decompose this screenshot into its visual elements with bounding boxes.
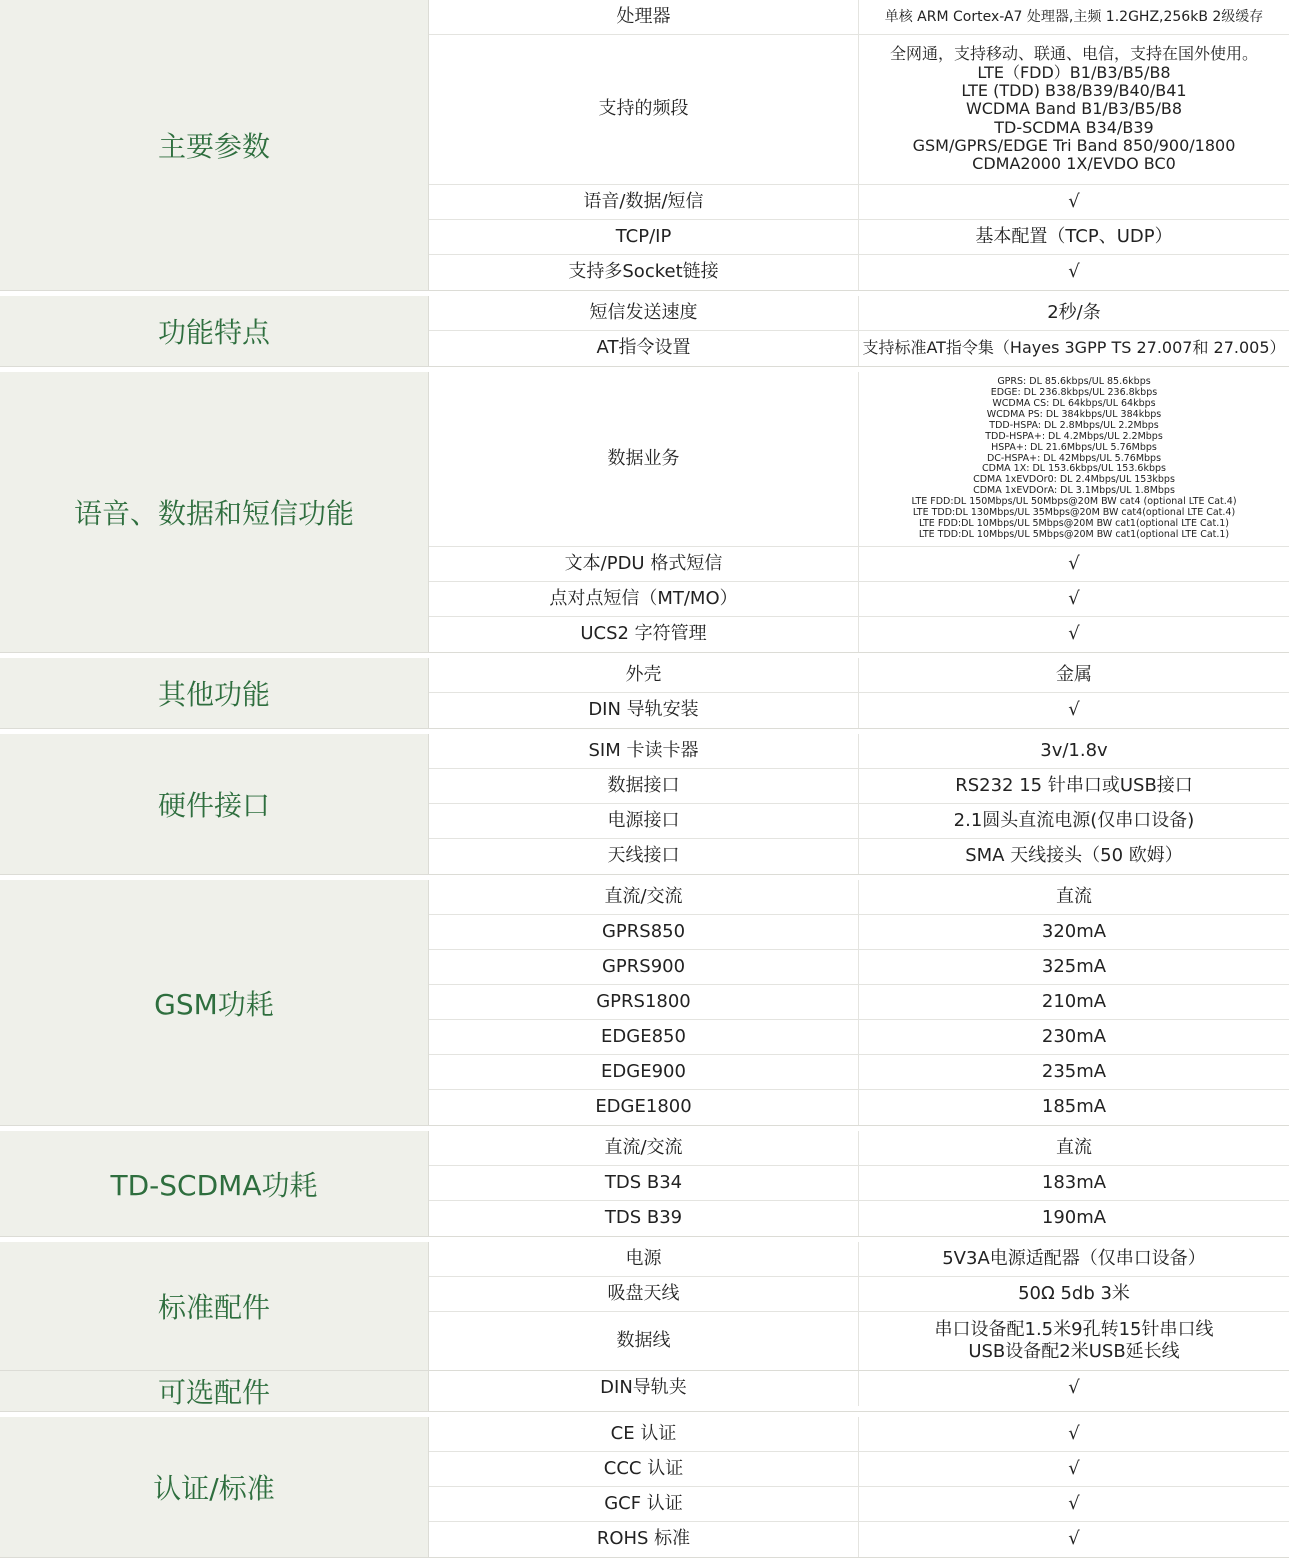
param-name: 数据接口 — [429, 769, 859, 803]
table-row — [429, 693, 1289, 728]
param-value: 235mA — [1041, 1060, 1107, 1082]
table-row — [429, 1487, 1289, 1522]
param-value: 190mA — [1041, 1207, 1107, 1229]
table-row — [429, 0, 1289, 35]
param-name: GPRS1800 — [429, 985, 859, 1019]
param-name: TDS B34 — [429, 1166, 859, 1200]
table-row — [429, 1131, 1289, 1166]
section-title: 功能特点 — [0, 296, 429, 366]
param-name: ROHS 标准 — [429, 1522, 859, 1557]
param-name: 天线接口 — [429, 839, 859, 874]
table-row — [429, 734, 1289, 769]
table-row — [429, 1201, 1289, 1236]
param-value: 50Ω 5db 3米 — [1018, 1282, 1130, 1304]
param-name: 电源接口 — [429, 804, 859, 838]
table-row — [429, 35, 1289, 185]
param-value: 230mA — [1041, 1025, 1107, 1047]
table-row — [429, 296, 1289, 331]
spec-section — [0, 296, 1289, 367]
param-name: 支持多Socket链接 — [429, 255, 859, 290]
param-value: 直流 — [1056, 885, 1092, 907]
param-name: DIN导轨夹 — [429, 1371, 859, 1406]
param-value: 全网通，支持移动、联通、电信，支持在国外使用。 LTE（FDD）B1/B3/B5/B8 LTE (TDD) B38/B39/B40/B41 WCDMA Band B1/B3/B5/B8 TD-SCDMA B34/B39 GSM/GPRS/EDGE Tri Band 850/900/1800 CDMA2000 1X/EVDO BC0 — [889, 44, 1258, 174]
table-row — [429, 1522, 1289, 1557]
table-row — [429, 255, 1289, 290]
table-row — [429, 220, 1289, 255]
param-name: CE 认证 — [429, 1417, 859, 1451]
section-title: GSM功耗 — [0, 880, 429, 1125]
param-value: 串口设备配1.5米9孔转15针串口线 USB设备配2米USB延长线 — [934, 1319, 1214, 1362]
spec-section — [0, 0, 1289, 291]
spec-section — [0, 880, 1289, 1126]
table-row — [429, 547, 1289, 582]
param-value: √ — [1068, 1528, 1080, 1550]
param-name: TDS B39 — [429, 1201, 859, 1236]
spec-section — [0, 1371, 1289, 1412]
table-row — [429, 1417, 1289, 1452]
param-value: √ — [1068, 623, 1080, 645]
table-row — [429, 1277, 1289, 1312]
table-row — [429, 769, 1289, 804]
param-value: √ — [1068, 1377, 1080, 1399]
param-value: 2秒/条 — [1047, 301, 1101, 323]
param-value: √ — [1068, 1492, 1080, 1514]
spec-section — [0, 734, 1289, 875]
param-value: RS232 15 针串口或USB接口 — [955, 774, 1193, 796]
spec-section — [0, 1417, 1289, 1558]
param-name: 支持的频段 — [429, 35, 859, 184]
section-title: 其他功能 — [0, 658, 429, 728]
param-value: √ — [1068, 190, 1080, 212]
param-name: 语音/数据/短信 — [429, 185, 859, 219]
param-name: 外壳 — [429, 658, 859, 692]
table-row — [429, 915, 1289, 950]
param-name: GPRS850 — [429, 915, 859, 949]
param-name: TCP/IP — [429, 220, 859, 254]
table-row — [429, 804, 1289, 839]
param-value: √ — [1068, 1457, 1080, 1479]
spec-section — [0, 1242, 1289, 1371]
param-name: 处理器 — [429, 0, 859, 34]
spec-section — [0, 658, 1289, 729]
param-name: CCC 认证 — [429, 1452, 859, 1486]
param-name: 数据业务 — [429, 372, 859, 546]
table-row — [429, 1090, 1289, 1125]
param-name: 点对点短信（MT/MO） — [429, 582, 859, 616]
table-row — [429, 658, 1289, 693]
param-name: EDGE900 — [429, 1055, 859, 1089]
spec-section — [0, 372, 1289, 653]
table-row — [429, 331, 1289, 366]
spec-section — [0, 1131, 1289, 1237]
param-value: √ — [1068, 552, 1080, 574]
param-value: 185mA — [1041, 1096, 1107, 1118]
param-name: 文本/PDU 格式短信 — [429, 547, 859, 581]
table-row — [429, 372, 1289, 547]
param-value: √ — [1068, 261, 1080, 283]
table-row — [429, 617, 1289, 652]
param-value: 直流 — [1056, 1136, 1092, 1158]
param-value: 单核 ARM Cortex-A7 处理器,主频 1.2GHZ,256kB 2级缓存 — [884, 8, 1264, 25]
param-name: 吸盘天线 — [429, 1277, 859, 1311]
section-title: 语音、数据和短信功能 — [0, 372, 429, 652]
param-value: 金属 — [1056, 663, 1092, 685]
param-value: GPRS: DL 85.6kbps/UL 85.6kbps EDGE: DL 236.8kbps/UL 236.8kbps WCDMA CS: DL 64kbps/UL 64kbps WCDMA PS: DL 384kbps/UL 384kbps TDD-HSPA: DL 2.8Mbps/UL 2.2Mbps TDD-HSPA+: DL 4.2Mbps/UL 2.2Mbps HSPA+: DL 21.6Mbps/UL 5.76Mbps DC-HSPA+: DL 42Mbps/UL 5.76Mbps CDMA 1X: DL 153.6kbps/UL 153.6kbps CDMA 1xEVDOr0: DL 2.4Mbps/UL 153kbps CDMA 1xEVDOrA: DL 3.1Mbps/UL 1.8Mbps LTE FDD:DL 150Mbps/UL 50Mbps@20M BW cat4 (optional LTE Cat.4) LTE TDD:DL 130Mbps/UL 35Mbps@20M BW cat4(optional LTE Cat.4) LTE FDD:DL 10Mbps/UL 5Mbps@20M BW cat1(optional LTE Cat.1) LTE TDD:DL 10Mbps/UL 5Mbps@20M BW cat1(optional LTE Cat.1) — [911, 376, 1237, 540]
param-value: 3v/1.8v — [1040, 739, 1108, 761]
param-name: EDGE1800 — [429, 1090, 859, 1125]
table-row — [429, 1371, 1289, 1406]
param-name: AT指令设置 — [429, 331, 859, 366]
section-title: 标准配件 — [0, 1242, 429, 1370]
section-title: 主要参数 — [0, 0, 429, 290]
param-name: GCF 认证 — [429, 1487, 859, 1521]
param-name: UCS2 字符管理 — [429, 617, 859, 652]
param-value: SMA 天线接头（50 欧姆） — [965, 845, 1183, 867]
table-row — [429, 1312, 1289, 1370]
table-row — [429, 1055, 1289, 1090]
param-value: √ — [1068, 699, 1080, 721]
param-value: 210mA — [1041, 990, 1107, 1012]
table-row — [429, 985, 1289, 1020]
table-row — [429, 1452, 1289, 1487]
table-row — [429, 1020, 1289, 1055]
section-title: 认证/标准 — [0, 1417, 429, 1557]
param-value: 183mA — [1041, 1171, 1107, 1193]
section-title: 硬件接口 — [0, 734, 429, 874]
param-name: EDGE850 — [429, 1020, 859, 1054]
table-row — [429, 880, 1289, 915]
param-value: √ — [1068, 1422, 1080, 1444]
param-name: SIM 卡读卡器 — [429, 734, 859, 768]
param-name: 数据线 — [429, 1312, 859, 1370]
param-value: 基本配置（TCP、UDP） — [975, 225, 1173, 247]
param-name: 电源 — [429, 1242, 859, 1276]
param-value: 5V3A电源适配器（仅串口设备） — [942, 1247, 1206, 1269]
section-title: 可选配件 — [0, 1371, 429, 1411]
param-name: 直流/交流 — [429, 1131, 859, 1165]
table-row — [429, 582, 1289, 617]
param-name: GPRS900 — [429, 950, 859, 984]
table-row — [429, 1242, 1289, 1277]
param-name: DIN 导轨安装 — [429, 693, 859, 728]
param-value: 320mA — [1041, 920, 1107, 942]
section-title: TD-SCDMA功耗 — [0, 1131, 429, 1236]
param-value: 325mA — [1041, 955, 1107, 977]
table-row — [429, 839, 1289, 874]
param-name: 短信发送速度 — [429, 296, 859, 330]
table-row — [429, 950, 1289, 985]
param-value: 支持标准AT指令集（Hayes 3GPP TS 27.007和 27.005） — [862, 338, 1286, 358]
param-value: 2.1圆头直流电源(仅串口设备) — [953, 809, 1195, 831]
table-row — [429, 185, 1289, 220]
param-name: 直流/交流 — [429, 880, 859, 914]
table-row — [429, 1166, 1289, 1201]
param-value: √ — [1068, 587, 1080, 609]
